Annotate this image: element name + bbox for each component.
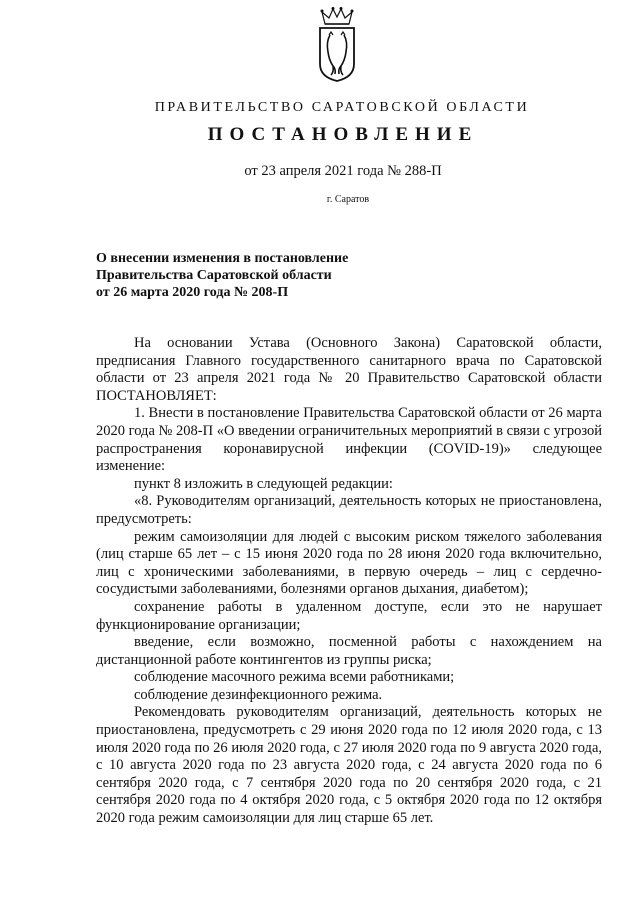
- body-paragraph-edit-instruction: пункт 8 изложить в следующей редакции:: [134, 475, 393, 492]
- document-date-number: от 23 апреля 2021 года № 288-П: [244, 163, 442, 179]
- body-paragraph-item-8: «8. Руководителям организаций, деятельность которых не приостановлена, предусмотреть:: [96, 493, 602, 527]
- coat-of-arms-icon: [316, 6, 358, 82]
- subject-line-1: О внесении изменения в постановление: [96, 251, 349, 266]
- body-paragraph-preamble: На основании Устава (Основного Закона) Саратовской области, предписания Главного государственного санитарного врача по Саратовской области от 23 апреля 2021 года № 20 Правительство Саратовской области ПОСТАНОВЛЯЕТ:: [96, 335, 602, 404]
- document-city: г. Саратов: [326, 194, 370, 205]
- body-paragraph-disinfection: соблюдение дезинфекционного режима.: [134, 686, 383, 703]
- body-paragraph-recommendation: Рекомендовать руководителям организаций, деятельность которых не приостановлена, предусмотреть с 29 июня 2020 года по 12 июля 2020 года, с 13 июля 2020 года по 26 июля 2020 года, с 27 июля 2020 года по 9 августа 2020 года, с 10 августа 2020 года по 23 августа 2020 года, с 24 августа 2020 года по 6 сентября 2020 года, с 7 сентября 2020 года по 20 сентября 2020 года, с 21 сентября 2020 года по 4 октября 2020 года, с 5 октября 2020 года по 12 октября 2020 года режим самоизоляции для лиц старше 65 лет.: [96, 704, 602, 827]
- document-body: [96, 335, 602, 828]
- subject-line-2: Правительства Саратовской области: [96, 268, 332, 283]
- body-paragraph-item-1: 1. Внести в постановление Правительства Саратовской области от 26 марта 2020 года № 208-П «О введении ограничительных мероприятий в связи с угрозой распространения коронавирусной инфекции (COVID-19)» следующее изменение:: [96, 405, 602, 475]
- body-paragraph-remote-work: сохранение работы в удаленном доступе, если это не нарушает функционирование организации;: [96, 598, 602, 633]
- body-paragraph-mask-regime: соблюдение масочного режима всеми работниками;: [134, 669, 455, 686]
- document-subject: [96, 250, 416, 301]
- document-type-heading: ПОСТАНОВЛЕНИЕ: [207, 124, 479, 145]
- subject-line-3: от 26 марта 2020 года № 208-П: [96, 285, 289, 300]
- body-paragraph-shift-work: введение, если возможно, посменной работы с нахождением на дистанционной работе контингентов из группы риска;: [96, 634, 602, 668]
- government-name: ПРАВИТЕЛЬСТВО САРАТОВСКОЙ ОБЛАСТИ: [154, 100, 530, 115]
- body-paragraph-self-isolation: режим самоизоляции для людей с высоким риском тяжелого заболевания (лиц старше 65 лет – с 15 июня 2020 года по 28 июня 2020 года включительно, лиц с хроническими заболеваниями, в первую очередь – лиц с сердечно-сосудистыми заболеваниями, болезнями органов дыхания, диабетом);: [96, 528, 602, 598]
